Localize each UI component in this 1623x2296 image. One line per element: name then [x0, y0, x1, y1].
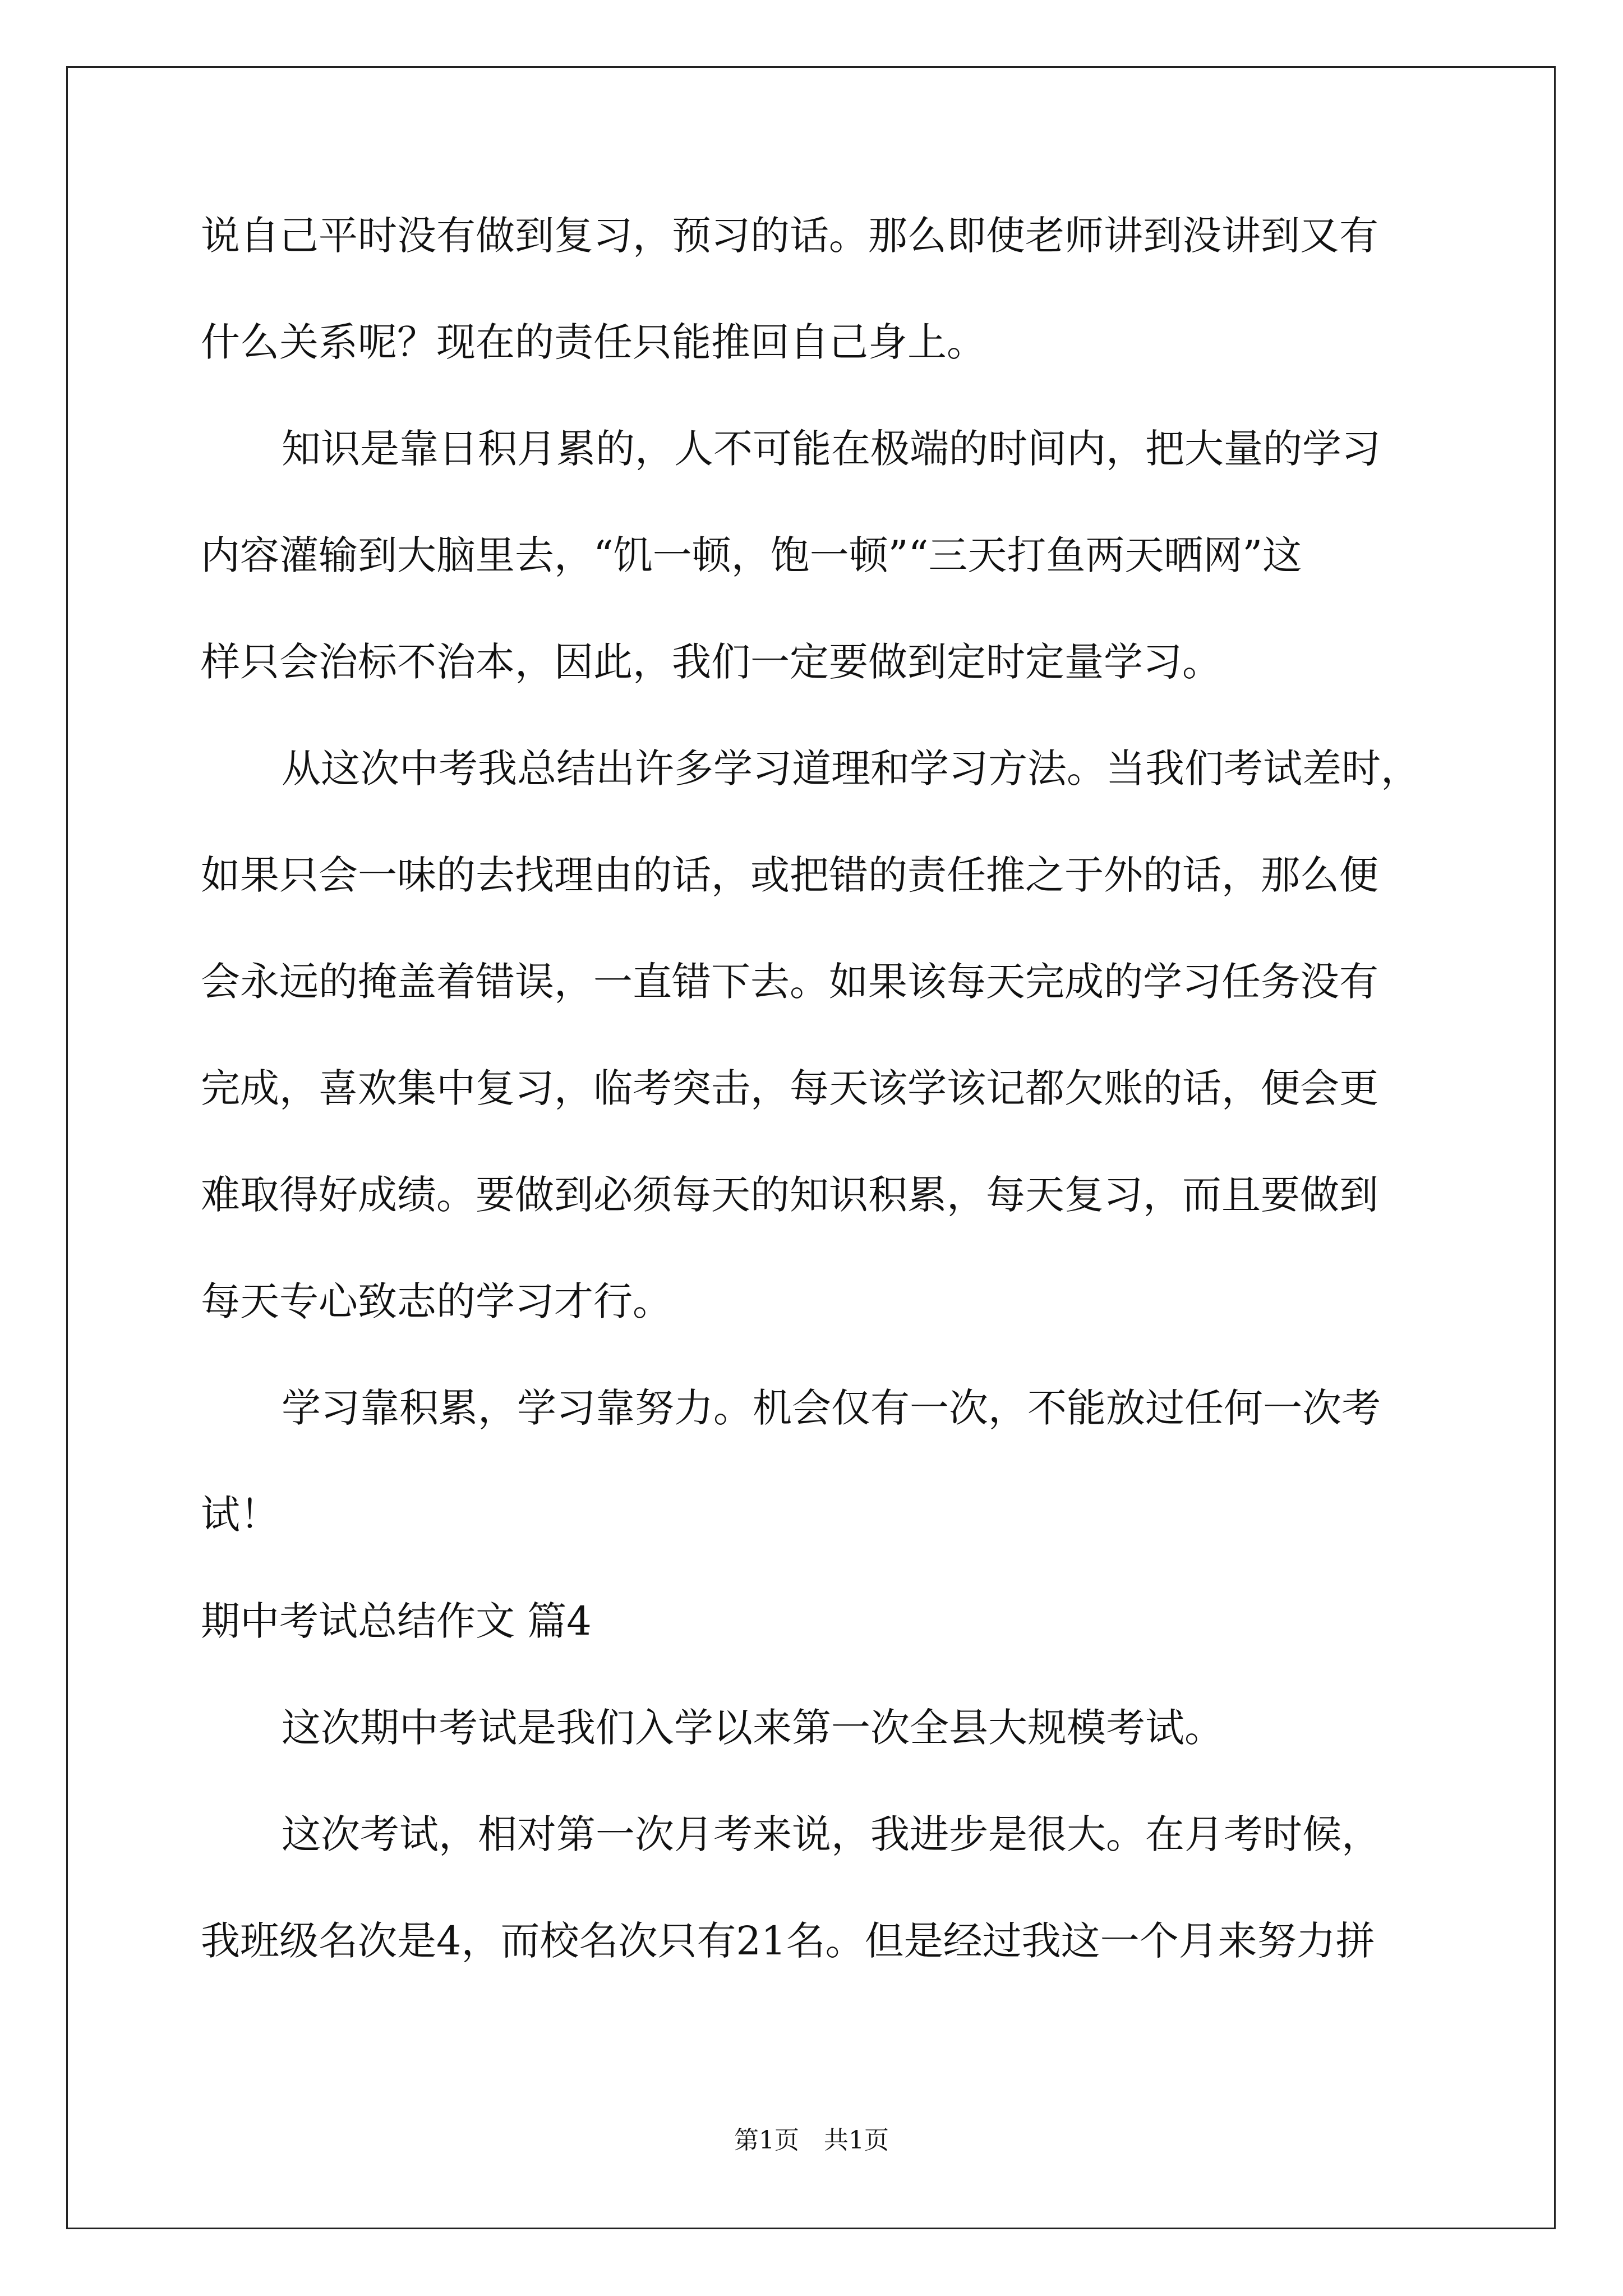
paragraph-start-line: 这次考试，相对第一次月考来说，我进步是很大。在月考时候，: [282, 1811, 1381, 1857]
text-line: 每天专心致志的学习才行。: [201, 1278, 672, 1324]
text-line: 说自己平时没有做到复习，预习的话。那么即使老师讲到没讲到又有: [201, 213, 1378, 259]
text-line: 什么关系呢？现在的责任只能推回自己身上。: [201, 319, 986, 365]
text-line: 完成，喜欢集中复习，临考突击，每天该学该记都欠账的话，便会更: [201, 1065, 1378, 1111]
paragraph-start-line: 知识是靠日积月累的，人不可能在极端的时间内，把大量的学习: [282, 426, 1381, 472]
text-line: 内容灌输到大脑里去，“饥一顿，饱一顿”“三天打鱼两天晒网”这: [201, 532, 1302, 578]
page-frame: [66, 66, 1556, 2229]
section-heading: 期中考试总结作文 篇4: [201, 1598, 592, 1644]
paragraph-start-line: 学习靠积累，学习靠努力。机会仅有一次，不能放过任何一次考: [282, 1385, 1381, 1431]
paragraph-start-line: 这次期中考试是我们入学以来第一次全县大规模考试。: [282, 1705, 1224, 1751]
text-line: 难取得好成绩。要做到必须每天的知识积累，每天复习，而且要做到: [201, 1172, 1378, 1218]
text-line: 我班级名次是4，而校名次只有21名。但是经过我这一个月来努力拼: [201, 1918, 1375, 1964]
page-number-footer: 第1页 共1页: [734, 2126, 889, 2155]
text-line: 试！: [201, 1492, 279, 1538]
text-line: 样只会治标不治本，因此，我们一定要做到定时定量学习。: [201, 639, 1221, 685]
text-line: 如果只会一味的去找理由的话，或把错的责任推之于外的话，那么便: [201, 852, 1378, 898]
text-line: 会永远的掩盖着错误，一直错下去。如果该每天完成的学习任务没有: [201, 959, 1378, 1005]
paragraph-start-line: 从这次中考我总结出许多学习道理和学习方法。当我们考试差时，: [282, 746, 1420, 792]
